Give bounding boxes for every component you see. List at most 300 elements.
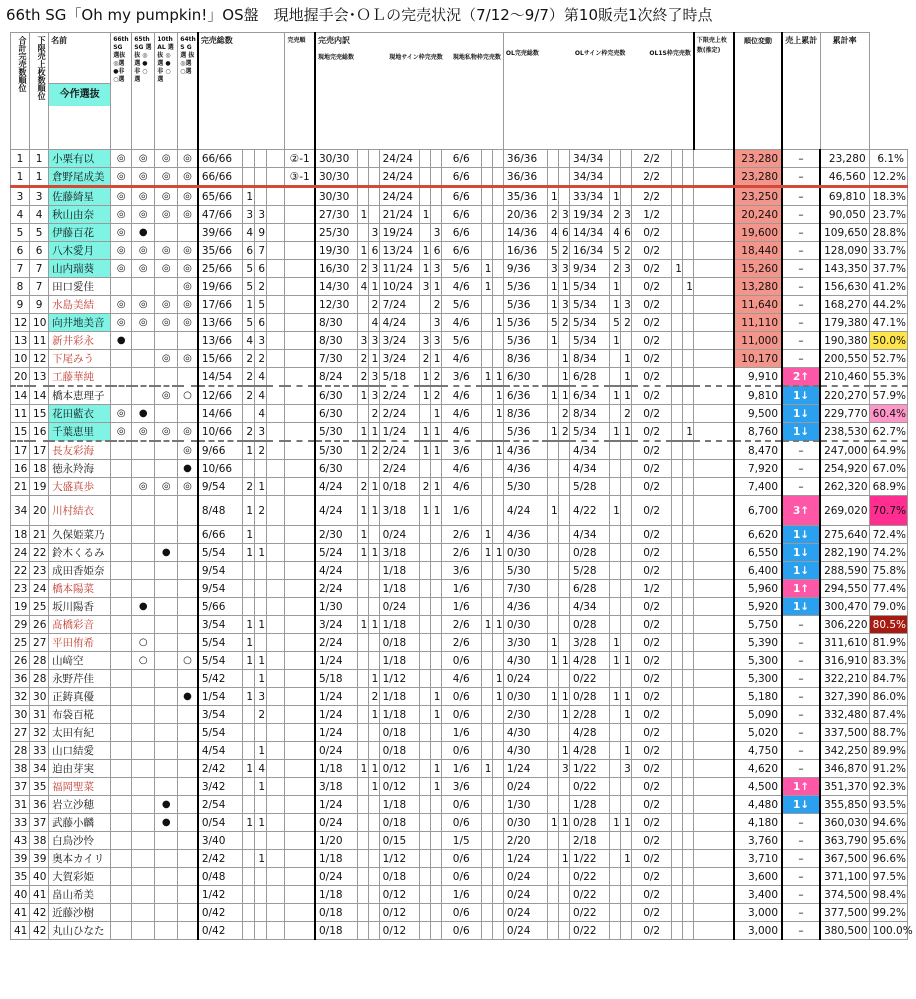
rank-change: – [782,314,820,332]
local-sign: 1/18 [379,580,419,598]
mark-sg66: ◎ [111,224,132,242]
ol-sign-goku [610,150,621,168]
local-sign-sho: 3 [430,224,441,242]
local-sign-sho [430,187,441,206]
ol-spacer [694,460,734,478]
ol-1s-goku [672,544,683,562]
ol-sign-goku: 1 [610,652,621,670]
local-sign-goku [419,405,430,423]
sold-sho: 2 [255,706,267,724]
sold-goku: 6 [243,242,255,260]
maxrank-cell: 7 [30,260,49,278]
local-sign-sho: 1 [430,350,441,368]
local-sign: 2/24 [379,405,419,423]
maxrank-cell: 4 [30,206,49,224]
sold-total: 47/66 [198,206,243,224]
ol-sign: 4/22 [570,496,610,526]
sold-order [285,922,315,940]
rank-cell: 13 [11,332,30,350]
ol-spacer [694,332,734,350]
sold-total: 9/54 [198,580,243,598]
local-sho: 1 [368,616,379,634]
local-total: 8/24 [315,368,357,387]
maxrank-cell: 37 [30,814,49,832]
sold-order [285,496,315,526]
rank-cell: 11 [11,405,30,423]
ol-sign-sho [621,922,632,940]
cum-sales: 200,550 [820,350,869,368]
table-row [11,260,908,278]
name-cell: 太田有紀 [49,724,111,742]
local-sho [368,886,379,904]
ol-1s-sho [683,670,694,688]
ol-1s-sho [683,616,694,634]
sold-sho: 4 [255,386,267,405]
local-private: 2/6 [441,544,481,562]
sold-unsold [267,350,285,368]
sold-unsold [267,260,285,278]
ol-1s-sho [683,562,694,580]
ol-sign-sho [621,278,632,296]
local-sign: 2/24 [379,460,419,478]
ol-spacer [694,760,734,778]
ol-total: 7/30 [503,580,547,598]
sold-goku: 1 [243,526,255,544]
lower-sales: 23,280 [734,168,782,187]
mark-sg66: ◎ [111,423,132,442]
local-goku [357,868,368,886]
local-total: 1/24 [315,796,357,814]
ol-sign-sho [621,460,632,478]
sold-order [285,760,315,778]
sold-goku: 1 [243,652,255,670]
local-goku [357,314,368,332]
rank-change: 1↓ [782,405,820,423]
ol-sign-goku [610,350,621,368]
ol-1s-goku [672,652,683,670]
mark-al10 [155,832,178,850]
rank-change: 1↓ [782,562,820,580]
local-goku [357,778,368,796]
ol-1s: 0/2 [632,242,672,260]
local-private-sho: 1 [492,670,503,688]
ol-1s: 0/2 [632,922,672,940]
local-sign: 24/24 [379,168,419,187]
rank-cell: 23 [11,580,30,598]
local-total: 7/30 [315,350,357,368]
ol-sign: 0/22 [570,778,610,796]
local-total: 2/30 [315,526,357,544]
ol-total: 5/30 [503,478,547,496]
sold-order [285,441,315,460]
sold-total: 0/42 [198,922,243,940]
local-sign-sho: 1 [430,688,441,706]
ol-sho: 1 [559,386,570,405]
local-sign-goku [419,616,430,634]
lower-sales: 11,110 [734,314,782,332]
ol-total: 36/36 [503,168,547,187]
sold-goku [243,742,255,760]
local-sign-goku [419,904,430,922]
ol-sign-sho [621,832,632,850]
local-sign-sho [430,868,441,886]
rank-change: – [782,670,820,688]
cum-sales: 363,790 [820,832,869,850]
sold-unsold [267,868,285,886]
maxrank-cell: 22 [30,544,49,562]
ol-sign-goku [610,460,621,478]
sold-sho: 1 [255,544,267,562]
ol-1s: 0/2 [632,832,672,850]
local-sign: 2/24 [379,441,419,460]
sold-total: 5/54 [198,724,243,742]
sold-sho: 4 [255,405,267,423]
ol-sign-sho: 3 [621,206,632,224]
mark-al10 [155,598,178,616]
rank-change: – [782,688,820,706]
mark-sg64: ◎ [178,206,198,224]
name-cell: 水島美結 [49,296,111,314]
rank-change: 1↑ [782,580,820,598]
sold-total: 66/66 [198,168,243,187]
cum-sales: 355,850 [820,796,869,814]
maxrank-cell: 16 [30,423,49,442]
name-cell: 白鳥沙怜 [49,832,111,850]
rank-change: – [782,868,820,886]
rank-cell: 7 [11,260,30,278]
local-sign: 13/24 [379,242,419,260]
ol-total: 5/36 [503,296,547,314]
local-private-sho [492,278,503,296]
lower-sales: 4,480 [734,796,782,814]
local-sign: 24/24 [379,150,419,168]
local-sign-sho [430,724,441,742]
sold-sho: 5 [255,296,267,314]
local-sho [368,206,379,224]
cum-rate: 75.8% [869,562,907,580]
local-total: 6/30 [315,386,357,405]
local-sho [368,868,379,886]
rank-change: 1↓ [782,796,820,814]
sold-total: 2/42 [198,760,243,778]
table-row [11,206,908,224]
local-sho [368,904,379,922]
mark-sg64 [178,405,198,423]
local-goku [357,187,368,206]
ol-sho [559,832,570,850]
ol-spacer [694,441,734,460]
ol-sho [559,598,570,616]
mark-sg66 [111,350,132,368]
ol-sign-sho [621,670,632,688]
name-cell: 丸山ひなた [49,922,111,940]
header-local-total: 現地完売総数 [318,54,355,61]
mark-al10: ◎ [155,242,178,260]
maxrank-cell: 36 [30,796,49,814]
rank-cell: 24 [11,544,30,562]
ol-1s-goku [672,168,683,187]
local-sho [368,922,379,940]
local-private: 3/6 [441,441,481,460]
local-sho [368,652,379,670]
maxrank-cell: 23 [30,562,49,580]
mark-sg66 [111,616,132,634]
ol-1s: 0/2 [632,460,672,478]
mark-sg64: ● [178,688,198,706]
rank-change: – [782,242,820,260]
local-sign-goku: 1 [419,496,430,526]
cum-rate: 33.7% [869,242,907,260]
local-private-goku [481,478,492,496]
ol-sign-sho: 2 [621,314,632,332]
mark-sg64 [178,778,198,796]
local-private-sho [492,526,503,544]
ol-1s-sho [683,544,694,562]
cum-sales: 262,320 [820,478,869,496]
ol-1s-goku [672,850,683,868]
ol-sign-sho [621,150,632,168]
sold-goku: 3 [243,206,255,224]
header-cum-sales: 売上累計 [782,33,820,150]
sold-unsold [267,742,285,760]
local-private-sho [492,242,503,260]
rank-cell: 17 [11,441,30,460]
ol-goku: 1 [547,688,558,706]
ol-sho [559,886,570,904]
rank-change: – [782,278,820,296]
ol-1s: 0/2 [632,296,672,314]
local-sign-goku: 1 [419,441,430,460]
ol-goku [547,832,558,850]
ol-goku [547,460,558,478]
ol-spacer [694,526,734,544]
ol-sign-sho: 1 [621,850,632,868]
name-cell: 迫由芽実 [49,760,111,778]
sold-order [285,886,315,904]
ol-1s-goku [672,724,683,742]
cum-sales: 210,460 [820,368,869,387]
rank-change: – [782,706,820,724]
mark-sg66 [111,922,132,940]
name-cell: 坂川陽香 [49,598,111,616]
mark-sg66 [111,814,132,832]
sold-sho: 1 [255,814,267,832]
sold-goku: 2 [243,350,255,368]
rank-change: – [782,150,820,168]
ol-1s-goku [672,760,683,778]
ol-sign-sho [621,886,632,904]
ol-sign-sho [621,478,632,496]
local-sign-goku [419,224,430,242]
local-private: 4/6 [441,314,481,332]
local-goku [357,706,368,724]
local-private-goku [481,496,492,526]
sold-total: 3/42 [198,778,243,796]
ol-1s: 0/2 [632,634,672,652]
ol-spacer [694,386,734,405]
local-sign-goku [419,706,430,724]
local-sign-sho: 2 [430,368,441,387]
rank-cell: 9 [11,296,30,314]
local-sho: 1 [368,706,379,724]
ol-sign: 4/34 [570,526,610,544]
ol-1s: 0/2 [632,441,672,460]
sold-total: 1/42 [198,886,243,904]
mark-sg64: ◎ [178,423,198,442]
name-cell: 髙橋彩音 [49,616,111,634]
name-cell: 花田藍衣 [49,405,111,423]
local-goku: 1 [357,760,368,778]
local-total: 1/30 [315,598,357,616]
cum-rate: 74.2% [869,544,907,562]
ol-sign-goku [610,562,621,580]
sold-unsold [267,850,285,868]
cum-sales: 342,250 [820,742,869,760]
sold-goku [243,796,255,814]
ol-sign: 5/34 [570,423,610,442]
local-goku: 2 [357,350,368,368]
ol-1s-sho [683,868,694,886]
ol-total: 2/20 [503,832,547,850]
local-total: 0/24 [315,814,357,832]
ol-sho: 6 [559,224,570,242]
mark-sg64 [178,598,198,616]
mark-sg66 [111,441,132,460]
sold-sho [255,562,267,580]
local-sign-sho [430,796,441,814]
local-sign-goku [419,580,430,598]
ol-sign: 0/28 [570,616,610,634]
cum-rate: 57.9% [869,386,907,405]
sold-order [285,224,315,242]
cum-sales: 288,590 [820,562,869,580]
local-total: 1/24 [315,724,357,742]
ol-sign-goku: 2 [610,260,621,278]
ol-sign-goku: 1 [610,496,621,526]
local-sign-sho [430,598,441,616]
local-sign-goku [419,296,430,314]
ol-1s-sho [683,168,694,187]
ol-sign: 4/28 [570,652,610,670]
local-goku [357,814,368,832]
ol-sho [559,868,570,886]
cum-rate: 94.6% [869,814,907,832]
ol-1s-sho [683,314,694,332]
ol-spacer [694,224,734,242]
maxrank-cell: 18 [30,460,49,478]
sold-goku: 2 [243,423,255,442]
sold-unsold [267,706,285,724]
cum-sales: 269,020 [820,496,869,526]
ol-goku [547,150,558,168]
lower-sales: 3,000 [734,922,782,940]
sold-sho: 7 [255,242,267,260]
local-total: 1/20 [315,832,357,850]
sold-sho: 3 [255,688,267,706]
ol-spacer [694,242,734,260]
header-lower-sales: 下限売上枚数(推定) [694,33,734,150]
ol-1s-goku [672,526,683,544]
name-cell: 永野芹佳 [49,670,111,688]
local-private-sho [492,922,503,940]
ol-sho: 1 [559,278,570,296]
ol-1s-sho [683,260,694,278]
ol-sho: 2 [559,423,570,442]
sold-sho [255,922,267,940]
ol-sign-goku: 1 [610,332,621,350]
local-sign-sho: 1 [430,760,441,778]
table-row [11,814,908,832]
local-goku [357,850,368,868]
table-row [11,778,908,796]
ol-goku [547,850,558,868]
ol-1s-goku [672,688,683,706]
local-sign-goku: 2 [419,350,430,368]
sold-unsold [267,150,285,168]
ol-sign: 4/28 [570,742,610,760]
local-sho: 2 [368,688,379,706]
mark-sg65: ◎ [132,314,155,332]
ol-sign: 16/34 [570,242,610,260]
ol-sign: 9/34 [570,260,610,278]
sold-total: 0/54 [198,814,243,832]
mark-sg64 [178,544,198,562]
sold-order [285,598,315,616]
name-cell: 長友彩海 [49,441,111,460]
mark-al10: ● [155,814,178,832]
ol-sho [559,670,570,688]
rank-cell: 41 [11,904,30,922]
local-goku [357,922,368,940]
sold-goku [243,405,255,423]
ol-1s-goku [672,796,683,814]
sold-sho [255,724,267,742]
ol-sign: 0/22 [570,670,610,688]
local-private-goku [481,742,492,760]
sold-goku: 5 [243,278,255,296]
local-private-goku [481,296,492,314]
cum-rate: 60.4% [869,405,907,423]
local-sign: 1/18 [379,706,419,724]
local-sho [368,562,379,580]
table-row [11,598,908,616]
sold-order: ②-1 [285,150,315,168]
sold-order [285,296,315,314]
ol-sign-goku [610,886,621,904]
sold-goku [243,904,255,922]
ol-1s: 0/2 [632,368,672,387]
ol-spacer [694,168,734,187]
local-sign-goku: 1 [419,260,430,278]
local-private: 0/6 [441,814,481,832]
sold-total: 3/40 [198,832,243,850]
local-sho: 6 [368,242,379,260]
ol-sign: 19/34 [570,206,610,224]
sold-sho: 9 [255,224,267,242]
mark-al10: ◎ [155,478,178,496]
sold-order [285,706,315,724]
maxrank-cell: 40 [30,868,49,886]
name-cell: 大盛真歩 [49,478,111,496]
sold-goku: 1 [243,634,255,652]
ol-sign-sho: 1 [621,350,632,368]
lower-sales: 11,640 [734,296,782,314]
mark-sg64: ◎ [178,278,198,296]
local-goku: 1 [357,544,368,562]
lower-sales: 6,620 [734,526,782,544]
sold-unsold [267,688,285,706]
ol-sign-sho [621,562,632,580]
